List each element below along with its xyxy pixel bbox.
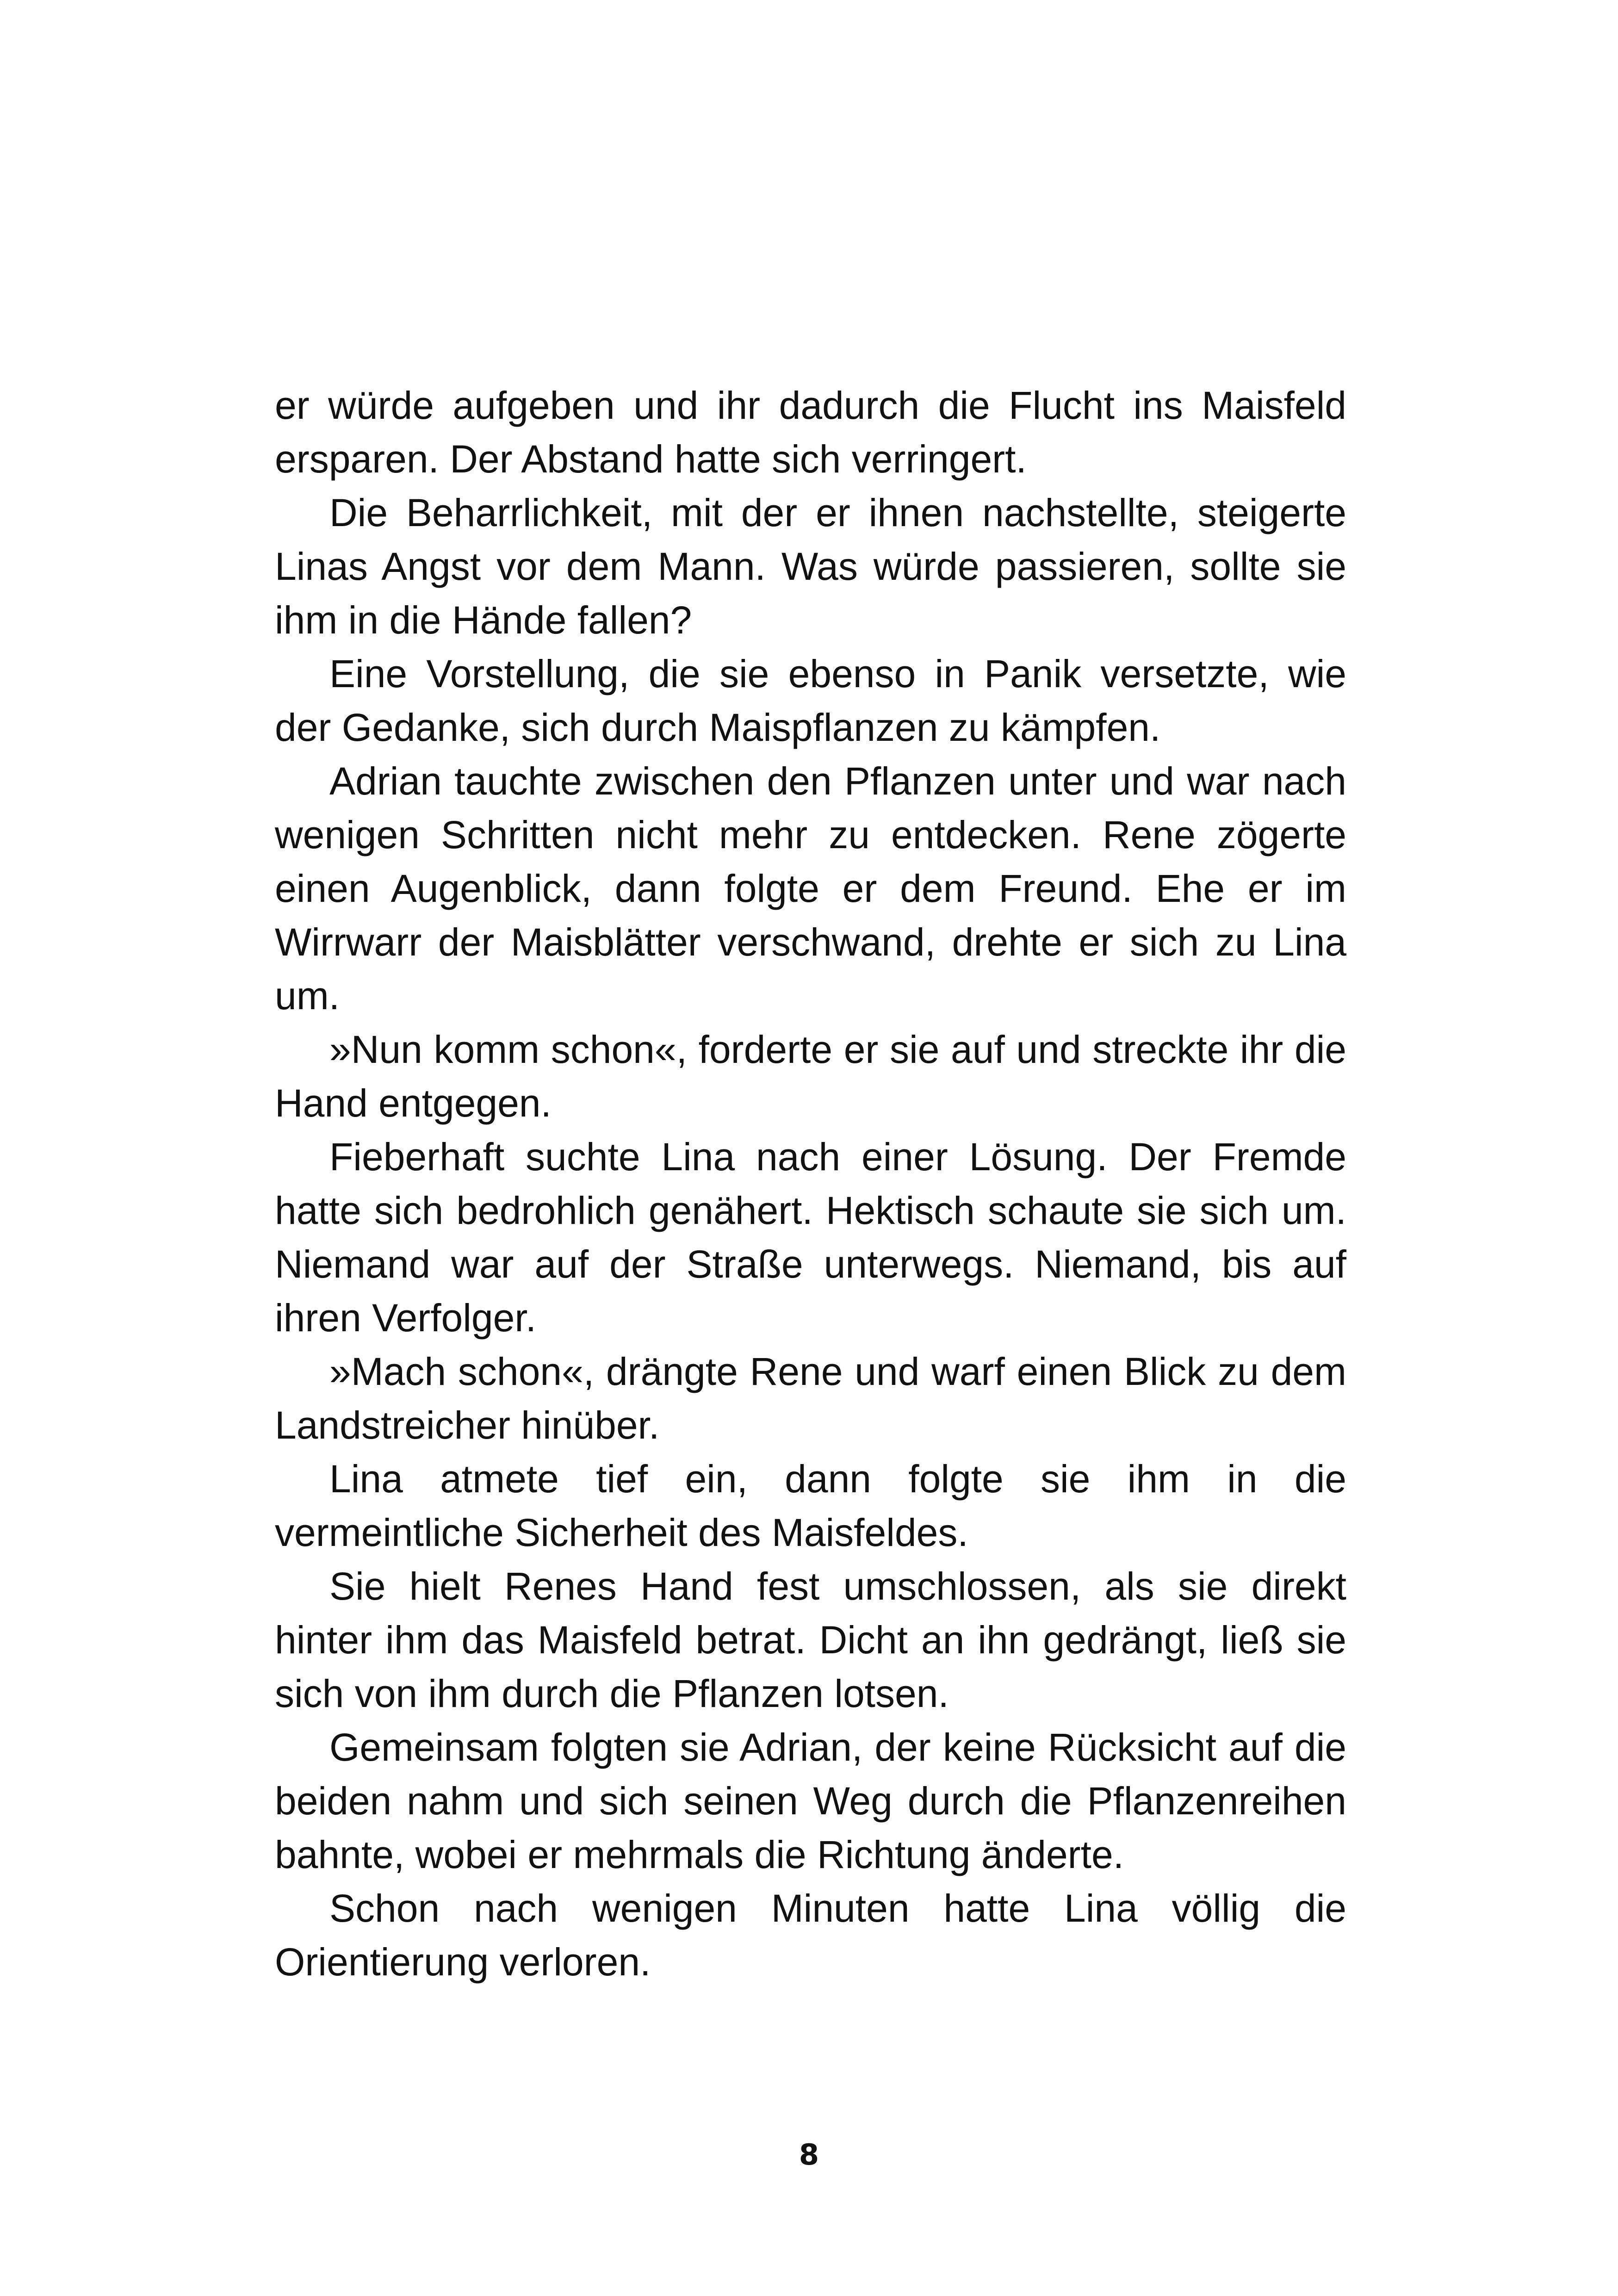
paragraph: »Mach schon«, drängte Rene und warf einen Blick zu dem Landstreicher hinüber. <box>275 1350 1346 1447</box>
body-text <box>275 379 1346 1989</box>
paragraph: Sie hielt Renes Hand fest umschlossen, als sie direkt hinter ihm das Maisfeld betrat. Dicht an ihn gedrängt, ließ sie sich von ihm durch die Pflanzen lotsen. <box>275 1564 1346 1715</box>
paragraph: er würde aufgeben und ihr dadurch die Flucht ins Maisfeld ersparen. Der Abstand hatte sich verringert. <box>275 384 1346 481</box>
paragraph: Eine Vorstellung, die sie ebenso in Panik versetzte, wie der Gedanke, sich durch Maispflanzen zu kämpfen. <box>275 652 1346 749</box>
paragraph: Fieberhaft suchte Lina nach einer Lösung. Der Fremde hatte sich bedrohlich genähert. Hektisch schaute sie sich um. Niemand war auf der Straße unterwegs. Niemand, bis auf ihren Verfolger. <box>275 1135 1346 1340</box>
page-number: 8 <box>799 2138 819 2172</box>
paragraph: Schon nach wenigen Minuten hatte Lina völlig die Orientierung verloren. <box>275 1886 1346 1984</box>
paragraph: Gemeinsam folgten sie Adrian, der keine Rücksicht auf die beiden nahm und sich seinen Weg durch die Pflanzenreihen bahnte, wobei er mehrmals die Richtung änderte. <box>275 1725 1346 1876</box>
paragraph: Adrian tauchte zwischen den Pflanzen unter und war nach wenigen Schritten nicht mehr zu entdecken. Rene zögerte einen Augenblick, dann folgte er dem Freund. Ehe er im Wirrwarr der Maisblätter verschwand, drehte er sich zu Lina um. <box>275 759 1346 1018</box>
paragraph: »Nun komm schon«, forderte er sie auf und streckte ihr die Hand entgegen. <box>275 1028 1346 1125</box>
paragraph: Lina atmete tief ein, dann folgte sie ihm in die vermeintliche Sicherheit des Maisfeldes. <box>275 1457 1346 1554</box>
paragraph: Die Beharrlichkeit, mit der er ihnen nachstellte, steigerte Linas Angst vor dem Mann. Was würde passieren, sollte sie ihm in die Hände fallen? <box>275 491 1346 642</box>
